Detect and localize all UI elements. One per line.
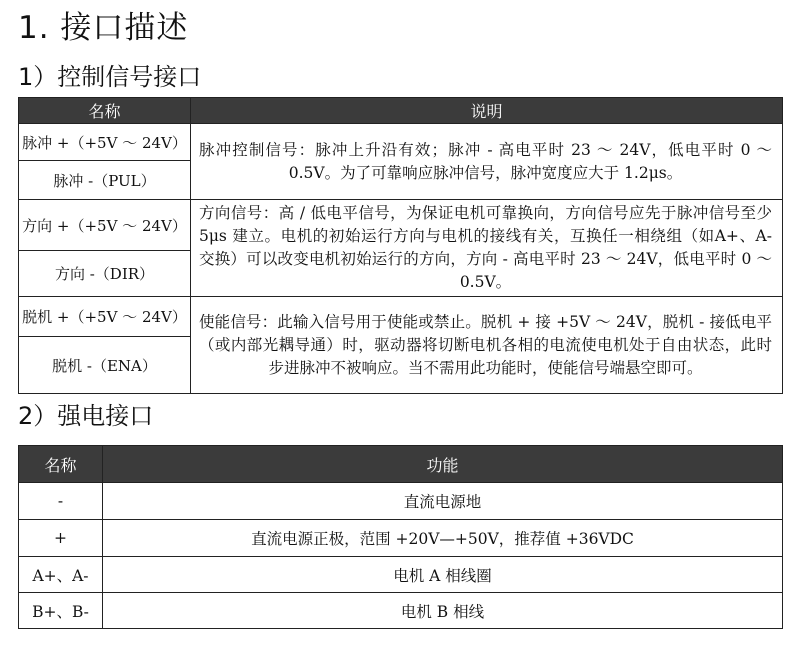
table-header-row: [19, 446, 783, 483]
terminal-function: 直流电源地: [103, 483, 783, 520]
signal-name: 方向 +（+5V ～ 24V）: [19, 200, 191, 251]
table-row: [19, 483, 783, 520]
signal-name: 方向 -（DIR）: [19, 251, 191, 297]
terminal-name: B+、B-: [19, 593, 103, 629]
signal-name: 脱机 -（ENA）: [19, 337, 191, 394]
header-name: 名称: [19, 446, 103, 483]
terminal-name: A+、A-: [19, 557, 103, 593]
table-row: [19, 520, 783, 557]
signal-name: 脉冲 +（+5V ～ 24V）: [19, 124, 191, 161]
signal-description: 脉冲控制信号：脉冲上升沿有效；脉冲 - 高电平时 23 ～ 24V，低电平时 0 ～ 0.5V。为了可靠响应脉冲信号，脉冲宽度应大于 1.2μs。: [191, 124, 783, 200]
section-heading-power: 2）强电接口: [18, 402, 154, 430]
terminal-name: +: [19, 520, 103, 557]
terminal-name: -: [19, 483, 103, 520]
terminal-function: 电机 A 相线圈: [103, 557, 783, 593]
header-name: 名称: [19, 98, 191, 124]
table-row: [19, 593, 783, 629]
signal-name: 脉冲 -（PUL）: [19, 161, 191, 200]
table-row: [19, 557, 783, 593]
table-row: [19, 297, 783, 337]
power-interface-table: [18, 445, 783, 629]
control-signal-table: [18, 97, 783, 394]
terminal-function: 电机 B 相线: [103, 593, 783, 629]
header-func: 功能: [103, 446, 783, 483]
header-desc: 说明: [191, 98, 783, 124]
section-heading-control: 1）控制信号接口: [18, 63, 202, 91]
signal-name: 脱机 +（+5V ～ 24V）: [19, 297, 191, 337]
table-header-row: [19, 98, 783, 124]
table-row: [19, 124, 783, 161]
terminal-function: 直流电源正极，范围 +20V—+50V，推荐值 +36VDC: [103, 520, 783, 557]
signal-description: 使能信号：此输入信号用于使能或禁止。脱机 + 接 +5V ～ 24V，脱机 - 接低电平（或内部光耦导通）时，驱动器将切断电机各相的电流使电机处于自由状态，此时步进脉冲不被响应。当不需用此功能时，使能信号端悬空即可。: [191, 297, 783, 394]
signal-description: 方向信号：高 / 低电平信号，为保证电机可靠换向，方向信号应先于脉冲信号至少 5μs 建立。电机的初始运行方向与电机的接线有关，互换任一相绕组（如A+、A- 交换）可以改变电机初始运行的方向，方向 - 高电平时 23 ～ 24V，低电平时 0 ～ 0.5V。: [191, 200, 783, 297]
table-row: [19, 200, 783, 251]
page-title: 1. 接口描述: [18, 10, 189, 46]
